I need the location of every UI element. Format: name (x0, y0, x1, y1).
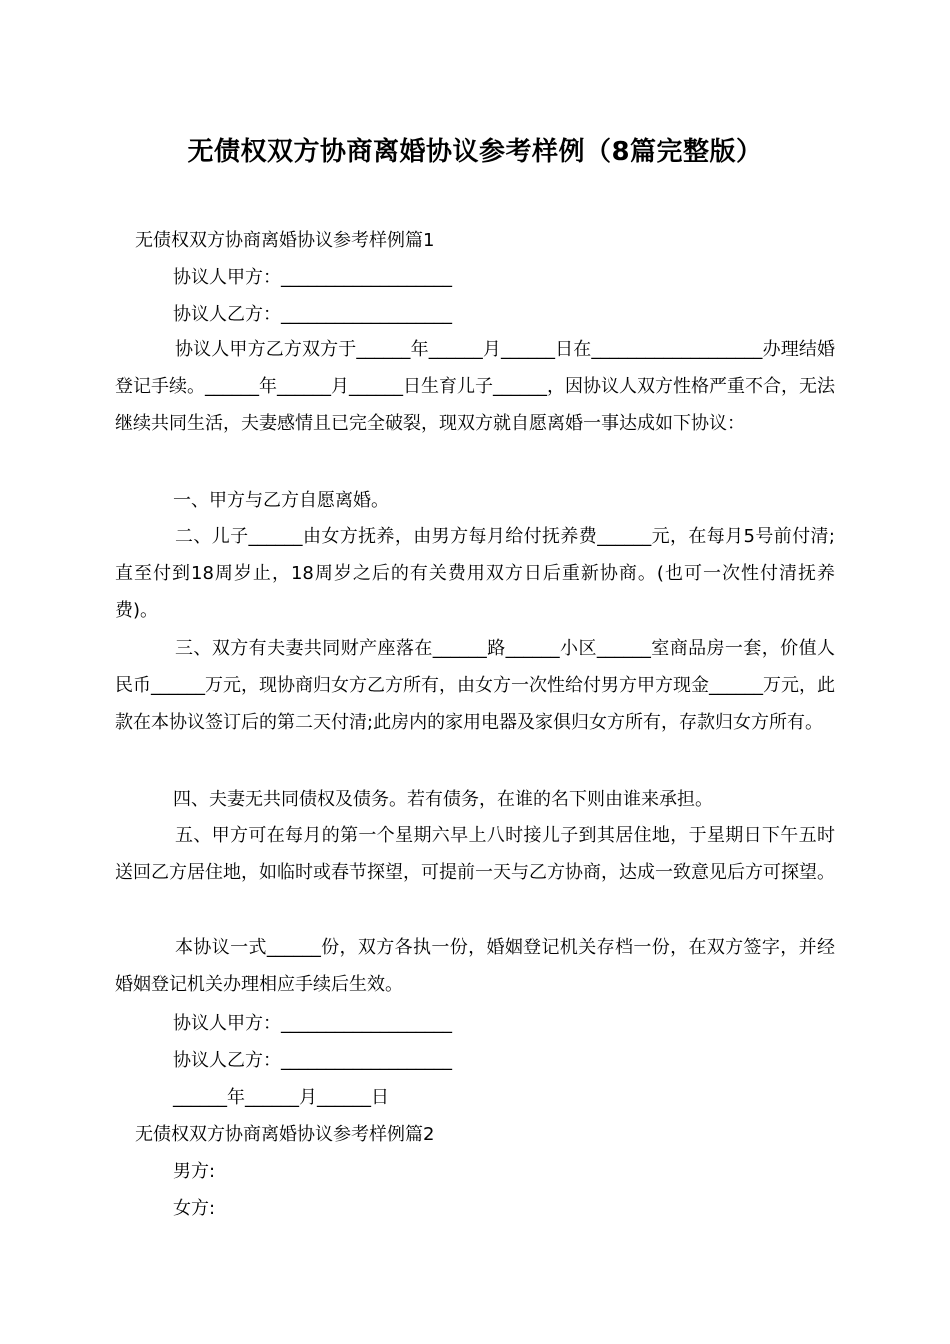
clause-2: 二、儿子______由女方抚养，由男方每月给付抚养费______元，在每月5号前付清;直至付到18周岁止，18周岁之后的有关费用双方日后重新协商。(也可一次性付清抚养费)。 (115, 526, 835, 622)
document-title: 无债权双方协商离婚协议参考样例（8篇完整版） (187, 137, 763, 167)
clause-5: 五、甲方可在每月的第一个星期六早上八时接儿子到其居住地，于星期日下午五时送回乙方居住地，如临时或春节探望，可提前一天与乙方协商，达成一致意见后方可探望。 (115, 825, 835, 884)
clause-3: 三、双方有夫妻共同财产座落在______路______小区______室商品房一套，价值人民币______万元，现协商归女方乙方所有，由女方一次性给付男方甲方现金______万元，此款在本协议签订后的第二天付清;此房内的家用电器及家俱归女方所有，存款归女方所有。 (115, 638, 835, 734)
party-a-line: 协议人甲方：___________________ (173, 267, 452, 288)
intro-paragraph: 协议人甲方乙方双方于______年______月______日在___________________办理结婚登记手续。______年______月______日生育儿子______，因协议人双方性格严重不合，无法继续共同生活，夫妻感情且已完全破裂，现双方就自愿离婚一事达成如下协议： (115, 339, 835, 435)
sample2-heading: 无债权双方协商离婚协议参考样例篇2 (135, 1124, 435, 1145)
female-party-line: 女方: (173, 1198, 216, 1219)
signature-party-b: 协议人乙方：___________________ (173, 1050, 452, 1071)
signature-date: ______年______月______日 (173, 1087, 389, 1108)
clause-1: 一、甲方与乙方自愿离婚。 (173, 490, 389, 511)
closing-paragraph: 本协议一式______份，双方各执一份，婚姻登记机关存档一份，在双方签字，并经婚姻登记机关办理相应手续后生效。 (115, 937, 835, 996)
party-b-line: 协议人乙方：___________________ (173, 304, 452, 325)
male-party-line: 男方: (173, 1161, 216, 1182)
signature-party-a: 协议人甲方：___________________ (173, 1013, 452, 1034)
clause-4: 四、夫妻无共同债权及债务。若有债务，在谁的名下则由谁来承担。 (173, 789, 713, 810)
sample1-heading: 无债权双方协商离婚协议参考样例篇1 (135, 230, 435, 251)
